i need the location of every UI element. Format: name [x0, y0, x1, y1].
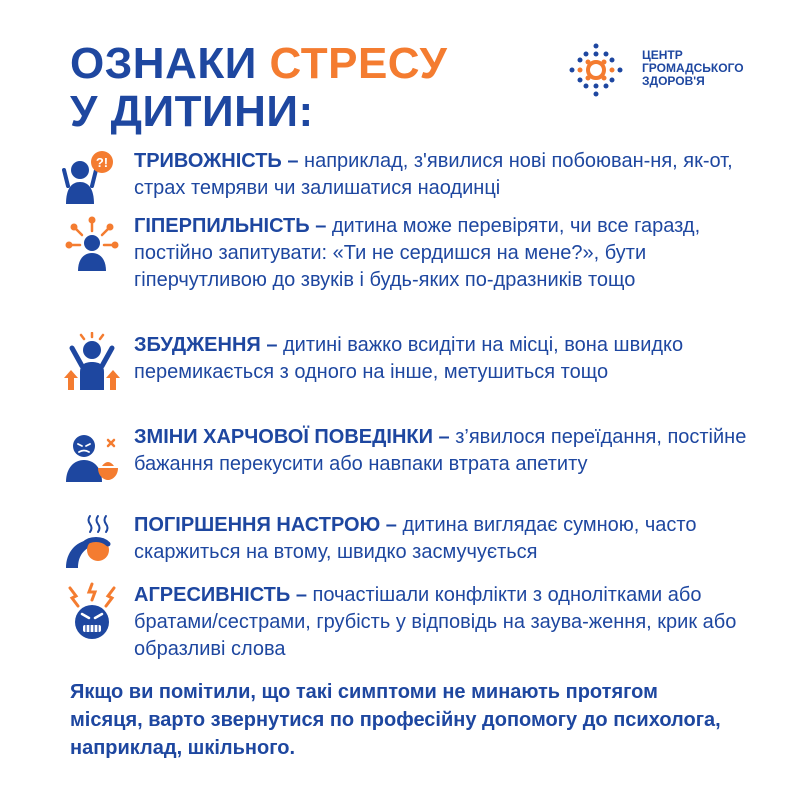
item-description: дитина виглядає сумною, часто скаржиться на втому, швидко засмучується	[134, 514, 697, 563]
eating-person-icon	[62, 424, 122, 484]
list-item	[62, 148, 762, 208]
footer-advice: Якщо ви помітили, що такі симптоми не минають протягом місяця, варто звернутися по професійну допомогу до психолога, наприклад, шкільного.	[70, 681, 721, 759]
item-text	[134, 148, 754, 202]
item-text	[134, 424, 754, 478]
svg-text:?!: ?!	[95, 155, 109, 170]
agitated-person-icon	[62, 332, 122, 392]
item-term: ТРИВОЖНІСТЬ –	[134, 150, 305, 172]
item-term: ЗМІНИ ХАРЧОВОЇ ПОВЕДІНКИ –	[134, 426, 456, 448]
item-text	[134, 512, 754, 566]
item-description: дитині важко всидіти на місці, вона швидко перемикається з одного на інше, метушиться тощо	[134, 334, 684, 383]
title-line2: У ДИТИНИ:	[70, 87, 314, 136]
item-term: ГІПЕРПИЛЬНІСТЬ –	[134, 215, 332, 237]
list-item	[62, 512, 762, 572]
item-description: з’явилося переїдання, постійне бажання перекусити або навпаки втрата апетиту	[134, 426, 747, 475]
hypervigilant-person-icon	[62, 213, 122, 273]
page-title	[70, 40, 447, 136]
item-text	[134, 213, 754, 294]
sad-person-icon	[62, 512, 122, 572]
anxious-person-icon	[62, 148, 122, 208]
title-line1-plain: ОЗНАКИ	[70, 39, 270, 88]
item-term: АГРЕСИВНІСТЬ –	[134, 584, 313, 606]
logo-line1: ЦЕНТР	[642, 48, 683, 62]
list-item	[62, 582, 762, 663]
logo-line3: ЗДОРОВ'Я	[642, 74, 705, 88]
angry-face-icon	[62, 582, 122, 642]
item-term: ЗБУДЖЕННЯ –	[134, 334, 283, 356]
logo-line2: ГРОМАДСЬКОГО	[642, 61, 744, 75]
title-line1-accent: СТРЕСУ	[269, 39, 448, 88]
item-text	[134, 582, 754, 663]
logo-text	[642, 49, 744, 88]
item-term: ПОГІРШЕННЯ НАСТРОЮ –	[134, 514, 403, 536]
list-item	[62, 213, 762, 294]
item-description: дитина може перевіряти, чи все гаразд, постійно запитувати: «Ти не сердишся на мене?», бути гіперчутливою до звуків і будь-яких по-дразників тощо	[134, 215, 701, 291]
list-item	[62, 424, 762, 484]
item-text	[134, 332, 754, 386]
dots-logo-icon	[566, 40, 626, 100]
list-item	[62, 332, 762, 392]
item-description: наприклад, з'явилися нові побоюван-ня, як-от, страх темряви чи залишатися наодинці	[134, 150, 733, 199]
item-description: почастішали конфлікти з однолітками або братами/сестрами, грубість у відповідь на заува-ження, крик або образливі слова	[134, 584, 737, 660]
